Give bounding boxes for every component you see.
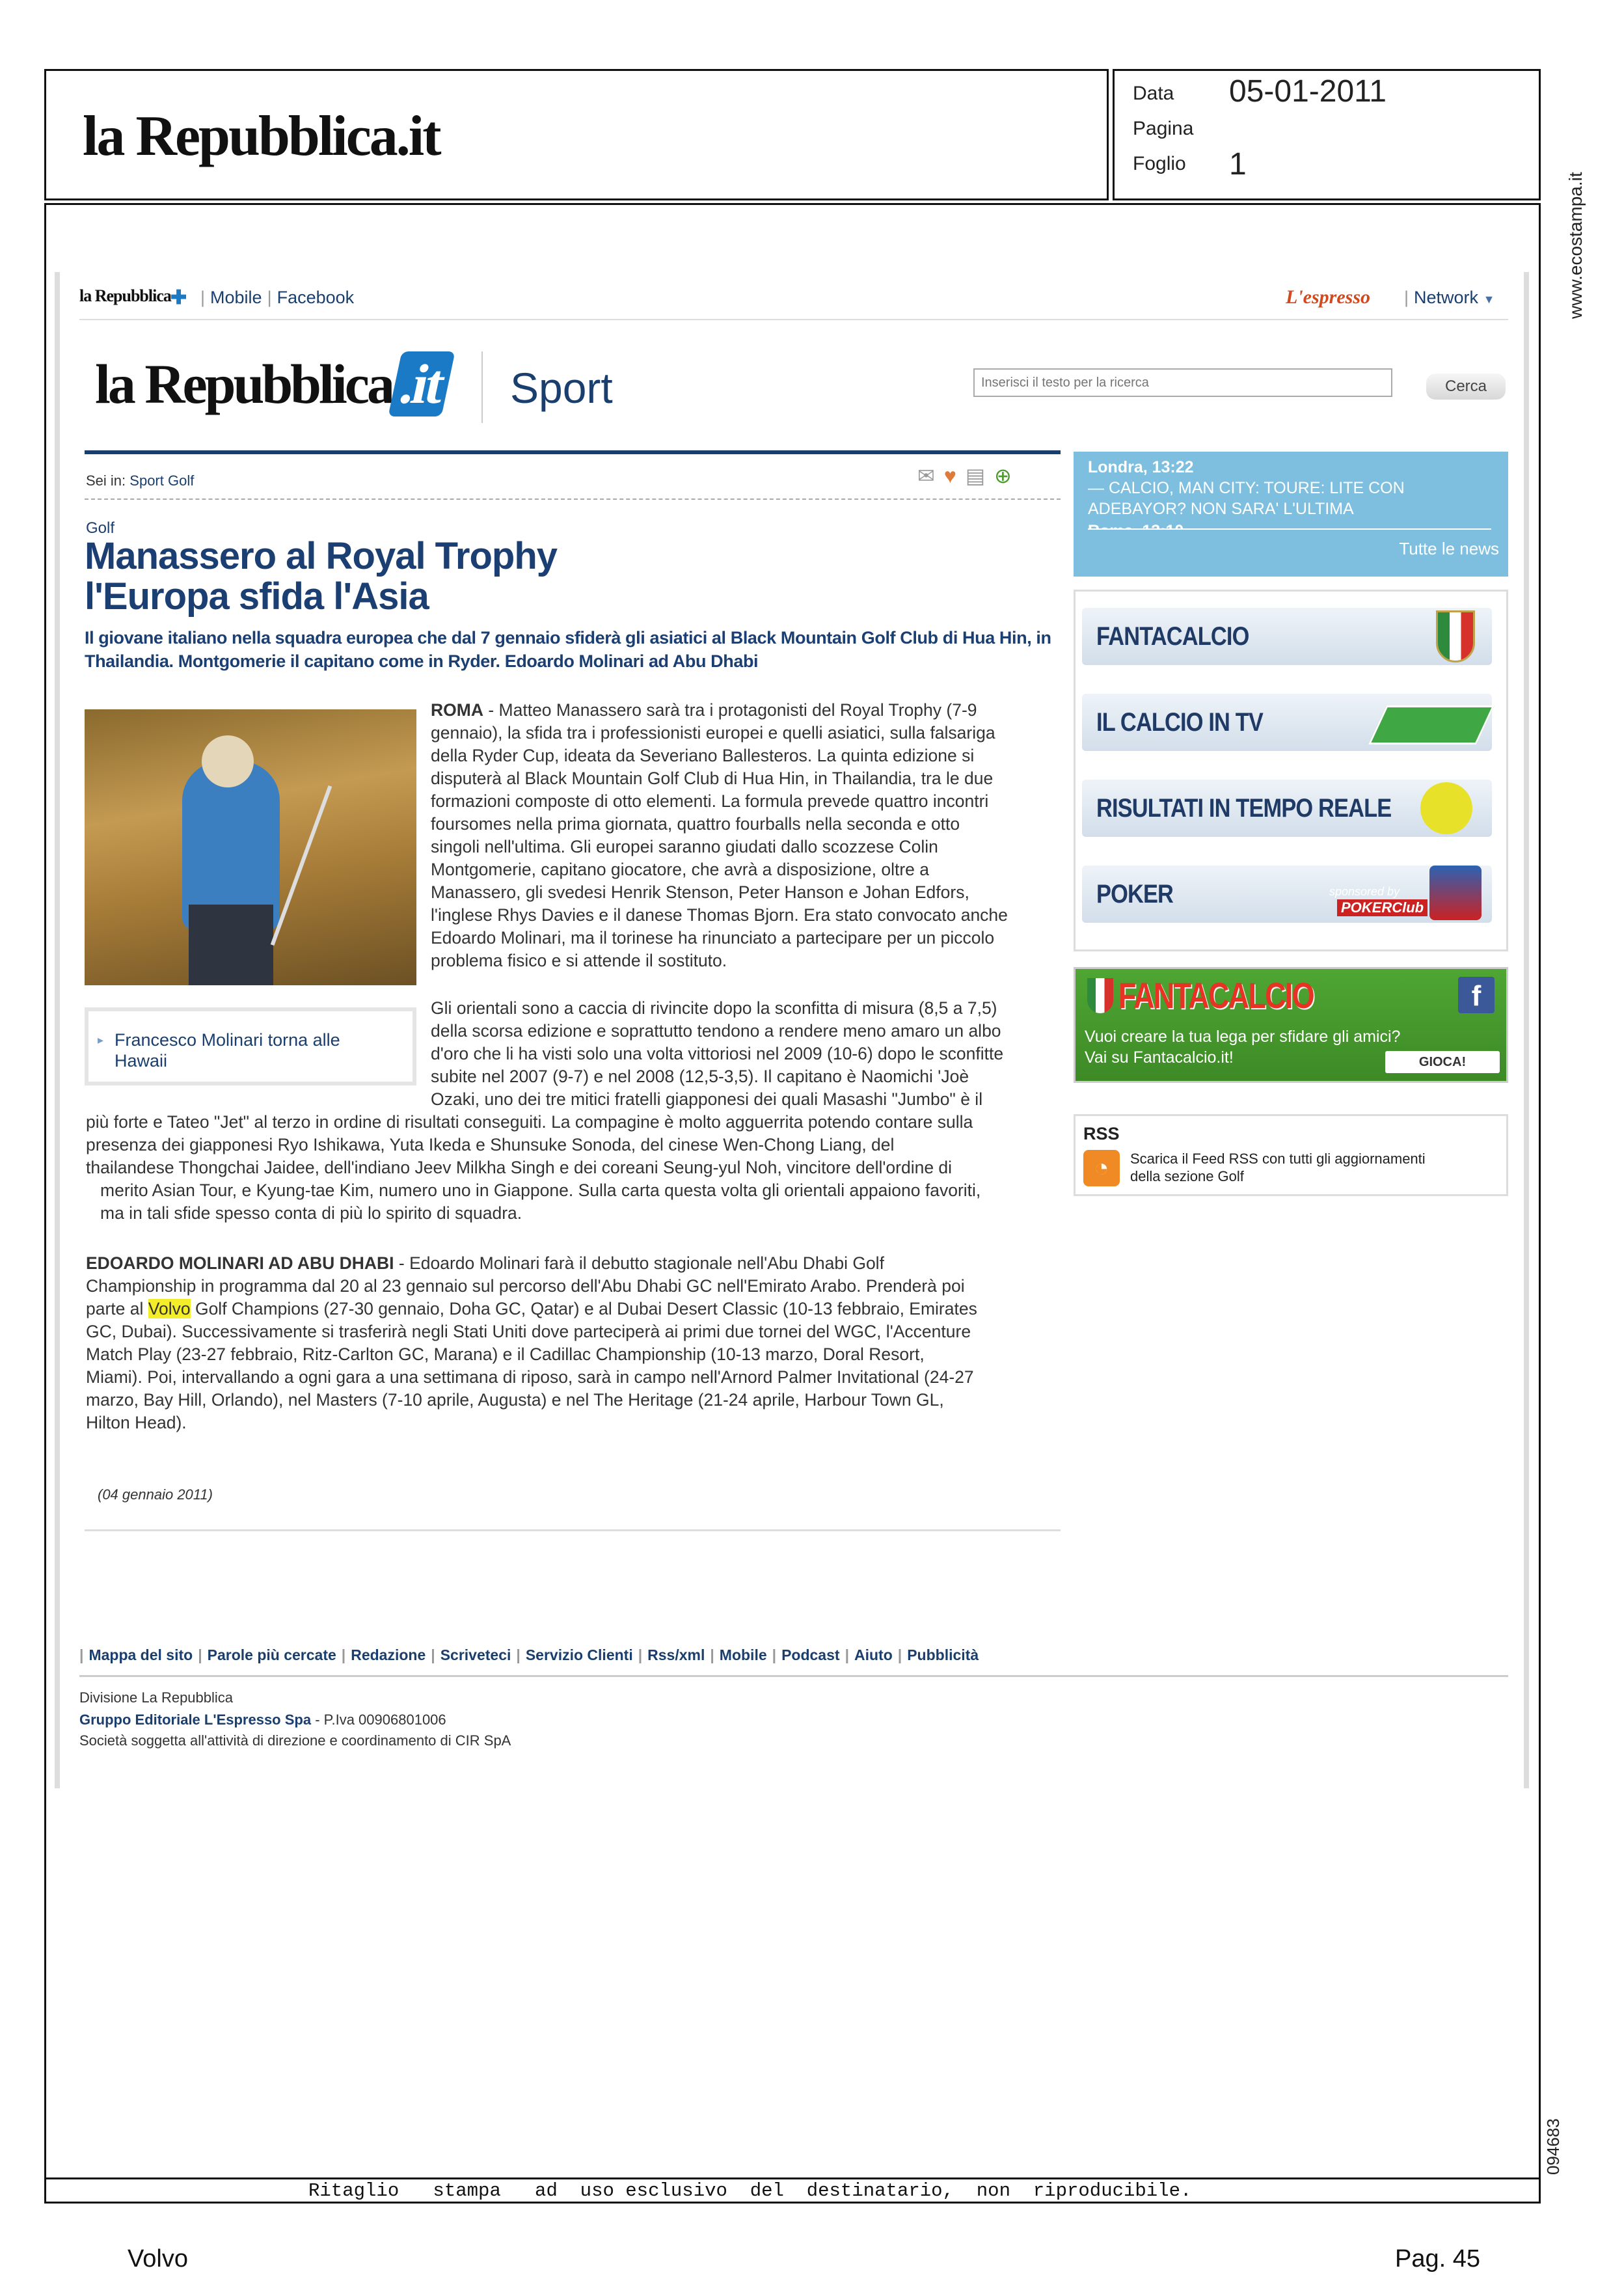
footer-division: Divisione La Repubblica xyxy=(79,1689,234,1706)
pitch-icon xyxy=(1368,705,1495,744)
footer-link-servizio[interactable]: Servizio Clienti xyxy=(525,1646,633,1663)
data-label: Data xyxy=(1133,83,1174,104)
header-info-box xyxy=(1113,69,1541,200)
footer-group: Gruppo Editoriale L'Espresso Spa - P.Iva 00906801006 xyxy=(79,1712,446,1728)
balls-icon xyxy=(1420,782,1472,834)
foglio-value: 1 xyxy=(1229,147,1247,182)
ecostampa-url: www.ecostampa.it xyxy=(1565,172,1586,319)
chips-icon xyxy=(1429,866,1482,920)
breadcrumb-path[interactable]: Sport Golf xyxy=(129,472,195,489)
footer-group-link[interactable]: Gruppo Editoriale L'Espresso Spa xyxy=(79,1712,312,1728)
header-logo: la Repubblica.it xyxy=(83,105,440,168)
golfer-head xyxy=(202,735,254,787)
top-divider xyxy=(79,319,1508,320)
heart-icon[interactable]: ♥ xyxy=(943,464,966,487)
footer-link-scriveteci[interactable]: Scriveteci xyxy=(440,1646,511,1663)
article-photo xyxy=(85,709,416,985)
golfer-legs xyxy=(189,905,273,985)
footer-link-parole[interactable]: Parole più cercate xyxy=(207,1646,336,1663)
section-title: Sport xyxy=(510,364,613,412)
fanta-play-button[interactable]: GIOCA! xyxy=(1385,1051,1500,1073)
clipping-code: 094683 xyxy=(1543,2118,1563,2175)
breadcrumb: Sei in: Sport Golf xyxy=(86,472,195,489)
logo-divider xyxy=(481,351,483,423)
logo-it-badge: .it xyxy=(388,351,455,416)
promo-poker[interactable]: POKER sponsored by POKERClub xyxy=(1082,866,1492,923)
promo-risultati[interactable]: RISULTATI IN TEMPO REALE xyxy=(1082,780,1492,837)
article-paragraph-2-wide: più forte e Tateo "Jet" al terzo in ordine di risultati conseguiti. La compagine è molto agguerrita potendo contare sulla presenza dei giapponesi Ryo Ishikawa, Yuta Ikeda e Shunsuke Sonoda, del cinese Wen-Chong Liang, del thailandese Thongchai Jaidee, dell'indiano Jeev Milkha Singh e dei coreani Seung-yul Noh, vincitore dell'ordine di merito Asian Tour, e Kyung-tae Kim, numero uno in Giappone. Sulla carta questa volta gli orientali appaiono favoriti, ma in tali sfide spesso conta di più lo spirito di squadra. xyxy=(86,1112,981,1223)
rss-box xyxy=(1074,1114,1508,1196)
fanta-logo: FANTACALCIO xyxy=(1118,975,1314,1016)
rss-title: RSS xyxy=(1083,1124,1120,1143)
poker-brand: POKERClub xyxy=(1337,899,1428,916)
share-tools xyxy=(917,463,1021,488)
breadcrumb-divider xyxy=(85,498,1061,500)
fanta-text: Vuoi creare la tua lega per sfidare gli amici? Vai su Fantacalcio.it! xyxy=(1085,1028,1401,1067)
page-footer-left: Volvo xyxy=(128,2245,188,2272)
all-news-link[interactable]: Tutte le news xyxy=(1399,539,1499,558)
plus-icon: ✚ xyxy=(170,287,187,308)
pagina-label: Pagina xyxy=(1133,118,1194,139)
mail-icon[interactable]: ✉ xyxy=(917,464,944,487)
ticker-top-partial: Londra, 13:22 xyxy=(1088,458,1194,476)
footer-cir: Società soggetta all'attività di direzione e coordinamento di CIR SpA xyxy=(79,1732,511,1749)
article-date: (04 gennaio 2011) xyxy=(98,1486,213,1503)
header-logo-box xyxy=(44,69,1109,200)
facebook-icon[interactable]: f xyxy=(1458,977,1495,1013)
page-footer-right: Pag. 45 xyxy=(1395,2245,1480,2272)
footer-divider xyxy=(79,1675,1508,1677)
link-mobile[interactable]: Mobile xyxy=(210,288,262,307)
content-topline xyxy=(85,450,1061,454)
data-value: 05-01-2011 xyxy=(1229,74,1387,109)
article-end-divider xyxy=(85,1529,1061,1531)
related-box xyxy=(85,1007,416,1085)
footer-link-mappa[interactable]: Mappa del sito xyxy=(88,1646,193,1663)
rss-text[interactable]: Scarica il Feed RSS con tutti gli aggiornamenti della sezione Golf xyxy=(1130,1151,1426,1184)
print-icon[interactable]: ▤ xyxy=(965,464,995,487)
top-links: | Mobile | Facebook xyxy=(200,288,355,307)
promo-calcio-tv[interactable]: IL CALCIO IN TV xyxy=(1082,694,1492,751)
rss-icon[interactable]: ◔ xyxy=(1083,1150,1120,1186)
chevron-down-icon: ▼ xyxy=(1483,293,1495,306)
footer-link-aiuto[interactable]: Aiuto xyxy=(854,1646,893,1663)
footer-link-podcast[interactable]: Podcast xyxy=(781,1646,840,1663)
disclaimer-divider xyxy=(44,2177,1541,2179)
promo-fantacalcio[interactable]: FANTACALCIO xyxy=(1082,608,1492,665)
arrow-right-icon: ▸ xyxy=(98,1033,104,1046)
add-icon[interactable]: ⊕ xyxy=(994,464,1021,487)
highlighted-keyword: Volvo xyxy=(148,1299,191,1318)
poker-sponsor: sponsored by xyxy=(1329,885,1400,898)
article-paragraph-1: ROMA - Matteo Manassero sarà tra i protagonisti del Royal Trophy (7-9 gennaio), la sfida tra i professionisti europei e quelli asiatici, sulla falsariga della Ryder Cup, ideata da Severiano Ballesteros. La quinta edizione si disputerà al Black Mountain Golf Club di Hua Hin, in Thailandia, tra le due formazioni composte di otto elementi. La formula prevede quattro incontri foursomes nella prima giornata, quattro fourballs nella seconda e otto singoli nell'ultima. Gli europei saranno giudati dallo scozzese Colin Montgomerie, capitano giocatore, che avrà a disposizione, oltre a Manassero, gli svedesi Henrik Stenson, Peter Hanson e Johan Edfors, l'inglese Rhys Davies e il danese Thomas Bjorn. Era stato convocato anche Edoardo Molinari, ma il torinese ha rinunciato a partecipare per un piccolo problema fisico e si attende il sostituto. xyxy=(431,700,1008,970)
p1-lead: ROMA xyxy=(431,700,483,720)
article-paragraph-2-narrow: Gli orientali sono a caccia di rivincite dopo la sconfitta di misura (8,5 a 7,5) della scorsa edizione e soprattutto tendono a rendere meno amaro un albo d'oro che li ha visti solo una volta vittoriosi nel 2009 (10-6) dopo le sconfitte subite nel 2007 (9-7) e nel 2008 (12,5-3,5). Il capitano è Naomichi 'Joè Ozaki, uno dei tre mitici fratelli giapponesi dei quali Masashi "Jumbo" è il xyxy=(431,998,1004,1109)
related-link[interactable]: Francesco Molinari torna alle Hawaii xyxy=(115,1030,340,1071)
top-repubblica-logo[interactable]: la Repubblica xyxy=(79,286,171,305)
article-subtitle: Il giovane italiano nella squadra europea che dal 7 gennaio sfiderà gli asiatici al Black Mountain Golf Club di Hua Hin, in Thailandia. Montgomerie il capitano come in Ryder. Edoardo Molinari ad Abu Dhabi xyxy=(85,628,1051,671)
article-title: Manassero al Royal Trophy l'Europa sfida l'Asia xyxy=(85,535,558,618)
espresso-logo[interactable]: L'espresso xyxy=(1286,286,1370,308)
footer-link-pubblicita[interactable]: Pubblicità xyxy=(907,1646,979,1663)
news-ticker xyxy=(1074,452,1508,577)
ticker-headline[interactable]: — CALCIO, MAN CITY: TOURE: LITE CON ADEBAYOR? NON SARA' L'ULTIMA xyxy=(1088,479,1405,518)
p3-lead: EDOARDO MOLINARI AD ABU DHABI xyxy=(86,1253,394,1273)
footer-link-redazione[interactable]: Redazione xyxy=(351,1646,426,1663)
main-logo[interactable]: la Repubblica.it xyxy=(95,351,448,416)
fanta-shield-icon xyxy=(1087,978,1113,1013)
footer-link-mobile[interactable]: Mobile xyxy=(719,1646,767,1663)
article-category[interactable]: Golf xyxy=(86,519,115,537)
footer-links: | Mappa del sito | Parole più cercate | Redazione | Scriveteci | Servizio Clienti | Rss/xml | Mobile | Podcast | Aiuto | Pubblicità xyxy=(79,1646,979,1663)
footer-link-rss[interactable]: Rss/xml xyxy=(647,1646,705,1663)
disclaimer-text: Ritaglio stampa ad uso esclusivo del destinatario, non riproducibile. xyxy=(308,2180,1192,2202)
network-label: Network xyxy=(1414,288,1479,307)
shield-icon xyxy=(1436,610,1475,662)
search-button[interactable]: Cerca xyxy=(1426,374,1506,400)
link-facebook[interactable]: Facebook xyxy=(277,288,355,307)
network-menu[interactable]: | Network ▼ xyxy=(1404,288,1495,307)
foglio-label: Foglio xyxy=(1133,153,1186,174)
search-input[interactable] xyxy=(973,368,1392,397)
article-paragraph-3: EDOARDO MOLINARI AD ABU DHABI - Edoardo Molinari farà il debutto stagionale nell'Abu Dhabi Golf Championship in programma dal 20 al 23 gennaio sul percorso dell'Abu Dhabi GC nell'Emirato Arabo. Prenderà poi parte al Volvo Golf Champions (27-30 gennaio, Doha GC, Qatar) e al Dubai Desert Classic (10-13 febbraio, Emirates GC, Dubai). Successivamente si trasferirà negli Stati Uniti dove parteciperà ai primi due tornei del WGC, l'Accenture Match Play (23-27 febbraio, Ritz-Carlton GC, Marana) e il Cadillac Championship (10-13 marzo, Doral Resort, Miami). Poi, intervallando a ogni gara a una settimana di riposo, sarà in campo nell'Arnord Palmer Invitational (24-27 marzo, Bay Hill, Orlando), nel Masters (7-10 aprile, Augusta) e nel The Heritage (21-24 aprile, Harbour Town GL, Hilton Head). xyxy=(86,1253,977,1432)
fantacalcio-banner[interactable] xyxy=(1074,967,1508,1083)
